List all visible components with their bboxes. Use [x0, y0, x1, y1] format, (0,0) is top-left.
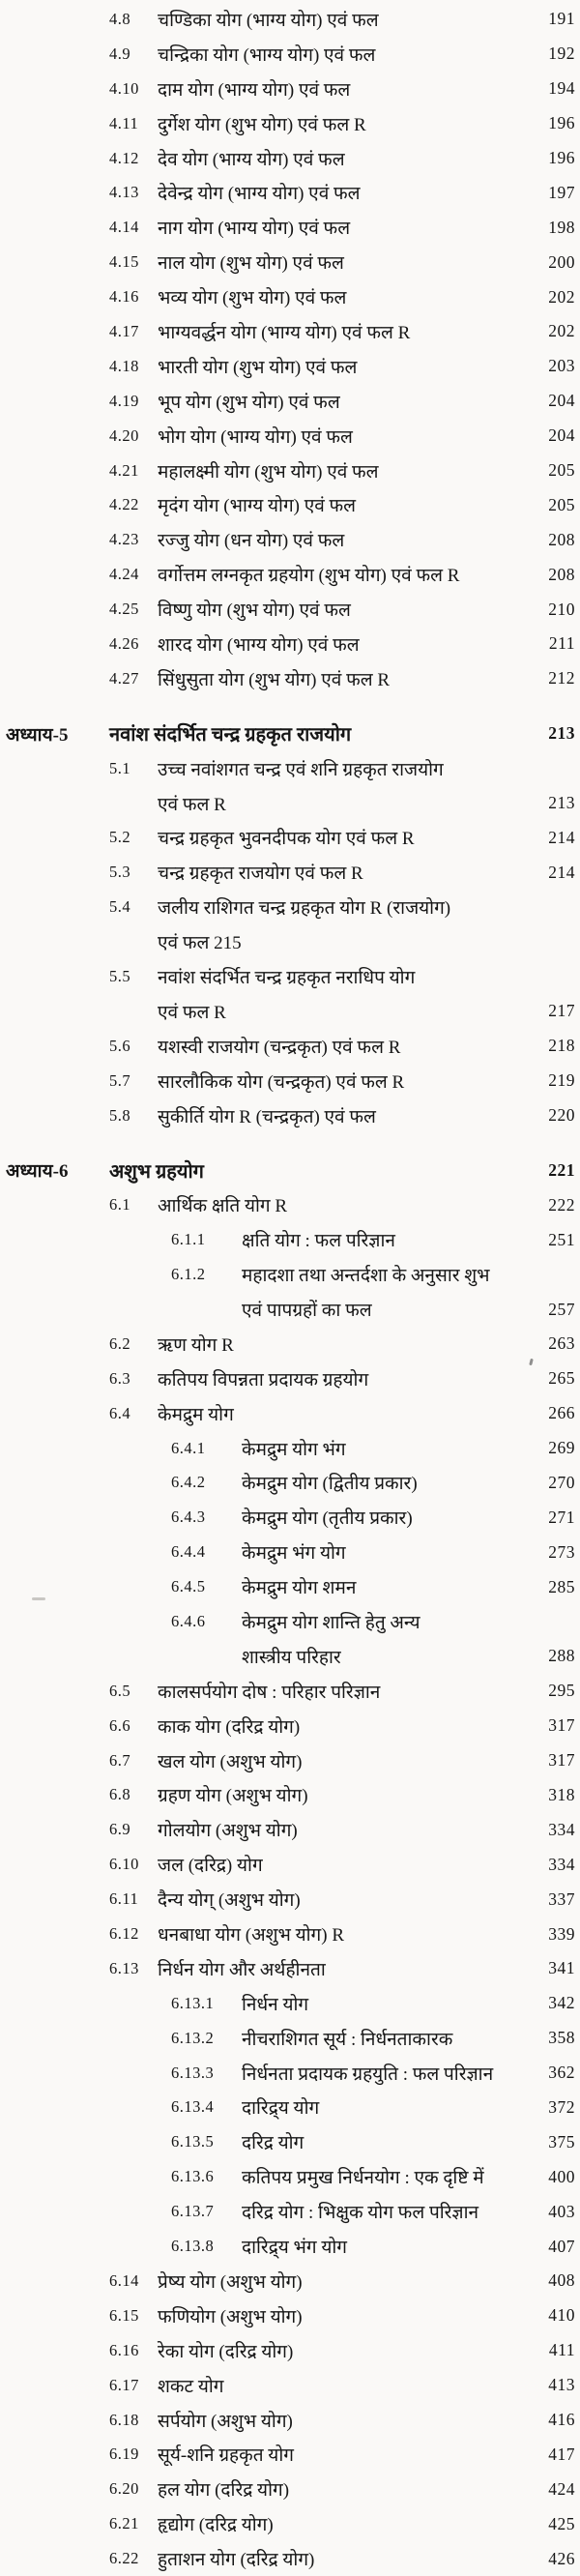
entry-title: एवं फल 215	[158, 933, 242, 954]
entry-title: नाल योग (शुभ योग) एवं फल	[158, 253, 344, 275]
entry-number: 4.24	[109, 565, 139, 584]
entry-number: 6.9	[109, 1820, 131, 1839]
page-number: 202	[548, 286, 575, 307]
chapter-heading	[0, 1154, 580, 1188]
entry-title: नाग योग (भाग्य योग) एवं फल	[158, 219, 351, 240]
toc-entry-row	[0, 2437, 580, 2472]
entry-number: 6.16	[109, 2340, 139, 2359]
entry-number: 5.3	[109, 863, 131, 882]
entry-number: 4.17	[109, 321, 139, 340]
page-number: 213	[548, 793, 575, 813]
entry-number: 4.21	[109, 460, 139, 480]
toc-entry-row	[0, 1951, 580, 1986]
page-number: 218	[548, 1036, 575, 1056]
entry-number: 6.13.4	[171, 2097, 215, 2117]
page-number: 205	[548, 460, 575, 481]
entry-number: 6.1.1	[171, 1230, 206, 1249]
page-number: 424	[548, 2478, 575, 2499]
toc-entry-row	[0, 210, 580, 245]
page-number: 196	[548, 113, 575, 133]
toc-entry-row	[0, 1604, 580, 1639]
page-number: 200	[548, 251, 575, 272]
toc-entry-row	[0, 2506, 580, 2541]
entry-title: केमद्रुम भंग योग	[242, 1543, 346, 1565]
entry-title: यशस्वी राजयोग (चन्द्रकृत) एवं फल R	[158, 1037, 401, 1058]
entry-title: निर्धनता प्रदायक ग्रहयुति : फल परिज्ञान	[242, 2064, 494, 2085]
page-number: 425	[548, 2513, 575, 2533]
toc-entry-row	[0, 106, 580, 141]
entry-title: देवेन्द्र योग (भाग्य योग) एवं फल	[158, 184, 361, 205]
entry-title: दैन्य योग् (अशुभ योग)	[158, 1890, 301, 1912]
entry-number: 6.4.1	[171, 1438, 206, 1457]
entry-number: 6.20	[109, 2479, 139, 2499]
page-number: 197	[548, 182, 575, 202]
toc-entry-row	[0, 1812, 580, 1847]
toc-entry-row	[0, 384, 580, 419]
toc-entry-row	[0, 1257, 580, 1292]
entry-title: एवं फल R	[158, 794, 226, 815]
page-number: 342	[548, 1993, 575, 2013]
entry-title: महादशा तथा अन्तर्दशा के अनुसार शुभ	[242, 1266, 490, 1287]
entry-title: एवं पापग्रहों का फल	[242, 1301, 372, 1321]
entry-title: प्रेष्य योग (अशुभ योग)	[158, 2271, 303, 2293]
page-number: 212	[548, 668, 575, 688]
toc-entry-wrap-row	[0, 994, 580, 1029]
page-number: 221	[548, 1159, 575, 1180]
entry-title: दारिद्र्य योग	[242, 2098, 320, 2120]
entry-title: कतिपय प्रमुख निर्धनयोग : एक दृष्टि में	[242, 2168, 484, 2189]
entry-title: शारद योग (भाग्य योग) एवं फल	[158, 634, 360, 656]
page-number: 196	[548, 148, 575, 167]
page-number: 288	[548, 1646, 575, 1666]
entry-title: कतिपय विपन्नता प्रदायक ग्रहयोग	[158, 1369, 369, 1390]
entry-number: 4.20	[109, 425, 139, 445]
page-number: 194	[548, 78, 575, 99]
entry-number: 6.22	[109, 2549, 139, 2568]
toc-entry-row	[0, 2368, 580, 2403]
scan-speck	[32, 1597, 45, 1600]
page-number: 220	[548, 1105, 575, 1126]
toc-entry-row	[0, 1535, 580, 1569]
entry-number: 6.4	[109, 1403, 131, 1422]
toc-entry-row	[0, 2229, 580, 2264]
toc-entry-row	[0, 1847, 580, 1882]
toc-entry-row	[0, 1222, 580, 1257]
toc-entry-row	[0, 2056, 580, 2091]
page-number: 403	[548, 2201, 575, 2221]
page-number: 334	[548, 1854, 575, 1874]
page-number: 202	[548, 321, 575, 341]
entry-number: 6.1.2	[171, 1265, 206, 1284]
entry-number: 4.9	[109, 44, 131, 63]
toc-list	[0, 2, 580, 2576]
page-number: 317	[548, 1750, 575, 1771]
entry-number: 4.25	[109, 600, 139, 619]
chapter-label: अध्याय-6	[6, 1161, 69, 1183]
toc-entry-row	[0, 2159, 580, 2194]
entry-number: 6.4.3	[171, 1508, 206, 1527]
chapter-title: अशुभ ग्रहयोग	[109, 1160, 204, 1183]
page-number: 341	[548, 1958, 575, 1978]
toc-entry-row	[0, 1029, 580, 1064]
page-number: 318	[548, 1784, 575, 1804]
page-number: 295	[548, 1681, 575, 1701]
entry-title: सर्पयोग (अशुभ योग)	[158, 2411, 293, 2432]
page-number: 285	[548, 1576, 575, 1596]
toc-entry-row	[0, 1743, 580, 1778]
page-number: 411	[548, 2340, 575, 2360]
entry-number: 4.23	[109, 530, 139, 549]
entry-number: 4.22	[109, 495, 139, 514]
page-number: 203	[548, 356, 575, 376]
page-number: 265	[548, 1368, 575, 1389]
page-number: 273	[548, 1541, 575, 1562]
entry-number: 4.11	[109, 113, 139, 132]
page-number: 217	[548, 1001, 575, 1021]
toc-entry-row	[0, 2021, 580, 2056]
toc-entry-row	[0, 751, 580, 786]
toc-entry-row	[0, 1917, 580, 1951]
page-number: 269	[548, 1438, 575, 1458]
toc-entry-row	[0, 522, 580, 557]
toc-entry-wrap-row	[0, 1639, 580, 1674]
page-number: 407	[548, 2236, 575, 2256]
page-number: 204	[548, 391, 575, 411]
toc-entry-row	[0, 661, 580, 696]
entry-title: सारलौकिक योग (चन्द्रकृत) एवं फल R	[158, 1071, 405, 1093]
entry-number: 6.8	[109, 1785, 131, 1804]
entry-title: भाग्यवर्द्धन योग (भाग्य योग) एवं फल R	[158, 322, 411, 343]
toc-entry-row	[0, 245, 580, 279]
toc-entry-row	[0, 557, 580, 592]
entry-title: भारती योग (शुभ योग) एवं फल	[158, 357, 358, 378]
toc-entry-wrap-row	[0, 1292, 580, 1327]
entry-title: कालसर्पयोग दोष : परिहार परिज्ञान	[158, 1682, 381, 1703]
page-number: 339	[548, 1923, 575, 1944]
toc-entry-row	[0, 314, 580, 349]
entry-title: जल (दरिद्र) योग	[158, 1856, 263, 1877]
page-number: 192	[548, 44, 575, 64]
page-number: 375	[548, 2131, 575, 2152]
page-number: 362	[548, 2063, 575, 2083]
entry-title: चन्द्र ग्रहकृत भुवनदीपक योग एवं फल R	[158, 829, 415, 850]
entry-title: दारिद्र्य भंग योग	[242, 2238, 348, 2259]
toc-entry-row	[0, 2403, 580, 2438]
entry-title: हुताशन योग (दरिद्र योग)	[158, 2550, 315, 2571]
toc-entry-row	[0, 1500, 580, 1535]
entry-title: नीचराशिगत सूर्य : निर्धनताकारक	[242, 2029, 453, 2050]
toc-entry-row	[0, 1396, 580, 1431]
toc-entry-row	[0, 1674, 580, 1709]
toc-entry-row	[0, 1986, 580, 2021]
entry-title: रेका योग (दरिद्र योग)	[158, 2341, 294, 2362]
entry-title: दाम योग (भाग्य योग) एवं फल	[158, 79, 351, 101]
toc-entry-row	[0, 2264, 580, 2298]
page-number: 270	[548, 1472, 575, 1492]
page-number: 208	[548, 529, 575, 549]
toc-entry-row	[0, 175, 580, 210]
toc-entry-row	[0, 1361, 580, 1396]
toc-entry-wrap-row	[0, 924, 580, 959]
entry-title: भूप योग (शुभ योग) एवं फल	[158, 392, 340, 413]
entry-number: 6.21	[109, 2514, 139, 2533]
toc-entry-row	[0, 592, 580, 627]
toc-entry-row	[0, 890, 580, 924]
entry-number: 4.8	[109, 9, 131, 28]
entry-title: भव्य योग (शुभ योग) एवं फल	[158, 288, 347, 309]
toc-entry-row	[0, 959, 580, 994]
entry-number: 4.10	[109, 78, 139, 98]
toc-entry-row	[0, 419, 580, 454]
entry-number: 6.4.4	[171, 1542, 206, 1562]
entry-number: 6.4.5	[171, 1577, 206, 1596]
page-number: 205	[548, 494, 575, 514]
toc-entry-row	[0, 2091, 580, 2125]
entry-number: 6.13.2	[171, 2028, 215, 2047]
entry-title: दरिद्र योग	[242, 2133, 304, 2154]
page-number: 204	[548, 425, 575, 446]
toc-entry-row	[0, 72, 580, 106]
entry-title: निर्धन योग	[242, 1994, 309, 2015]
entry-number: 6.6	[109, 1715, 131, 1735]
entry-title: दरिद्र योग : भिक्षुक योग फल परिज्ञान	[242, 2203, 479, 2224]
entry-title: केमद्रुम योग शान्ति हेतु अन्य	[242, 1613, 420, 1634]
page-number: 214	[548, 862, 575, 882]
toc-entry-row	[0, 2472, 580, 2506]
entry-number: 4.16	[109, 287, 139, 307]
entry-title: उच्च नवांशगत चन्द्र एवं शनि ग्रहकृत राजयोग	[158, 759, 444, 780]
entry-title: विष्णु योग (शुभ योग) एवं फल	[158, 600, 351, 622]
toc-entry-row	[0, 1778, 580, 1813]
page-number: 213	[548, 723, 575, 744]
entry-title: सिंधुसुता योग (शुभ योग) एवं फल R	[158, 669, 391, 690]
toc-entry-row	[0, 37, 580, 72]
page-number: 410	[548, 2305, 575, 2326]
toc-entry-row	[0, 1569, 580, 1604]
toc-entry-row	[0, 1466, 580, 1501]
entry-number: 4.14	[109, 218, 139, 237]
entry-number: 6.15	[109, 2305, 139, 2325]
entry-number: 6.4.2	[171, 1473, 206, 1492]
entry-title: काक योग (दरिद्र योग)	[158, 1716, 301, 1738]
toc-entry-row	[0, 2298, 580, 2333]
page-number: 191	[548, 9, 575, 29]
page-number: 317	[548, 1715, 575, 1736]
entry-title: हल योग (दरिद्र योग)	[158, 2480, 290, 2502]
page-number: 251	[548, 1229, 575, 1249]
page-number: 211	[548, 633, 575, 654]
entry-number: 6.7	[109, 1750, 131, 1770]
toc-entry-row	[0, 454, 580, 488]
entry-number: 6.12	[109, 1924, 139, 1944]
entry-number: 6.10	[109, 1855, 139, 1874]
toc-entry-row	[0, 1882, 580, 1917]
entry-number: 5.7	[109, 1070, 131, 1090]
entry-number: 4.26	[109, 633, 139, 653]
chapter-label: अध्याय-5	[6, 724, 69, 746]
page-number: 219	[548, 1070, 575, 1091]
page-number: 416	[548, 2410, 575, 2429]
entry-title: महालक्ष्मी योग (शुभ योग) एवं फल	[158, 461, 379, 483]
toc-entry-row	[0, 1098, 580, 1133]
toc-entry-row	[0, 279, 580, 314]
entry-number: 5.6	[109, 1036, 131, 1055]
toc-entry-row	[0, 1327, 580, 1361]
entry-title: शकट योग	[158, 2376, 224, 2397]
toc-entry-row	[0, 2541, 580, 2576]
toc-entry-row	[0, 349, 580, 384]
entry-title: शास्त्रीय परिहार	[242, 1647, 341, 1668]
toc-entry-wrap-row	[0, 786, 580, 821]
entry-number: 6.13.3	[171, 2063, 215, 2082]
entry-number: 6.18	[109, 2410, 139, 2429]
entry-number: 6.17	[109, 2375, 139, 2394]
entry-title: मृदंग योग (भाग्य योग) एवं फल	[158, 496, 357, 517]
entry-title: धनबाधा योग (अशुभ योग) R	[158, 1925, 345, 1947]
entry-title: ग्रहण योग (अशुभ योग)	[158, 1786, 308, 1807]
entry-number: 4.19	[109, 391, 139, 410]
entry-number: 5.2	[109, 828, 131, 847]
entry-number: 6.13.6	[171, 2167, 215, 2186]
entry-title: निर्धन योग और अर्थहीनता	[158, 1959, 326, 1980]
toc-entry-row	[0, 2333, 580, 2368]
entry-title: फणियोग (अशुभ योग)	[158, 2306, 303, 2327]
page-number: 266	[548, 1403, 575, 1423]
page-number: 358	[548, 2028, 575, 2048]
entry-title: केमद्रुम योग	[158, 1404, 234, 1425]
entry-title: आर्थिक क्षति योग R	[158, 1196, 288, 1217]
entry-title: चन्द्र ग्रहकृत राजयोग एवं फल R	[158, 864, 363, 885]
toc-entry-row	[0, 820, 580, 855]
entry-title: वर्गोत्तम लग्नकृत ग्रहयोग (शुभ योग) एवं फल R	[158, 566, 460, 587]
toc-entry-row	[0, 141, 580, 176]
page-number: 271	[548, 1507, 575, 1527]
entry-title: केमद्रुम योग शमन	[242, 1578, 357, 1599]
toc-entry-row	[0, 627, 580, 661]
entry-number: 5.1	[109, 758, 131, 777]
chapter-heading	[0, 717, 580, 751]
page-number: 337	[548, 1888, 575, 1909]
entry-number: 6.2	[109, 1333, 131, 1353]
entry-number: 4.12	[109, 148, 139, 167]
chapter-title: नवांश संदर्भित चन्द्र ग्रहकृत राजयोग	[109, 724, 352, 746]
page-number: 372	[548, 2096, 575, 2117]
entry-title: सूर्य-शनि ग्रहकृत योग	[158, 2445, 294, 2467]
entry-title: केमद्रुम योग (द्वितीय प्रकार)	[242, 1474, 418, 1495]
page-number: 417	[548, 2444, 575, 2464]
toc-entry-row	[0, 487, 580, 522]
entry-title: दुर्गेश योग (शुभ योग) एवं फल R	[158, 114, 366, 135]
page-number: 198	[548, 217, 575, 237]
toc-entry-row	[0, 2124, 580, 2159]
entry-title: क्षति योग : फल परिज्ञान	[242, 1231, 395, 1252]
entry-title: जलीय राशिगत चन्द्र ग्रहकृत योग R (राजयोग)	[158, 898, 451, 920]
entry-title: केमद्रुम योग (तृतीय प्रकार)	[242, 1508, 413, 1530]
entry-number: 6.13.7	[171, 2202, 215, 2221]
entry-title: देव योग (भाग्य योग) एवं फल	[158, 149, 345, 170]
entry-number: 5.5	[109, 966, 131, 985]
entry-number: 5.4	[109, 897, 131, 917]
entry-number: 6.19	[109, 2444, 139, 2464]
page-number: 222	[548, 1194, 575, 1215]
page-number: 214	[548, 827, 575, 847]
entry-number: 4.13	[109, 183, 139, 202]
entry-title: चण्डिका योग (भाग्य योग) एवं फल	[158, 10, 379, 31]
entry-number: 6.11	[109, 1889, 139, 1909]
entry-number: 6.4.6	[171, 1612, 206, 1631]
entry-title: नवांश संदर्भित चन्द्र ग्रहकृत नराधिप योग	[158, 967, 416, 988]
toc-entry-row	[0, 1064, 580, 1098]
entry-number: 6.1	[109, 1195, 131, 1215]
entry-number: 6.13.1	[171, 1993, 215, 2012]
toc-entry-row	[0, 1431, 580, 1466]
page-number: 208	[548, 564, 575, 584]
toc-entry-row	[0, 855, 580, 890]
entry-title: रज्जु योग (धन योग) एवं फल	[158, 531, 345, 552]
toc-entry-row	[0, 2194, 580, 2229]
entry-number: 6.13.8	[171, 2237, 215, 2256]
page-number: 426	[548, 2548, 575, 2568]
page-number: 400	[548, 2166, 575, 2186]
entry-number: 6.14	[109, 2270, 139, 2290]
page-number: 334	[548, 1819, 575, 1839]
entry-title: एवं फल R	[158, 1002, 226, 1023]
page-number: 210	[548, 599, 575, 619]
page-number: 413	[548, 2375, 575, 2395]
toc-entry-row	[0, 1187, 580, 1222]
entry-number: 6.13.5	[171, 2132, 215, 2152]
toc-entry-row	[0, 2, 580, 37]
toc-entry-row	[0, 1709, 580, 1743]
entry-number: 4.15	[109, 252, 139, 272]
entry-number: 4.27	[109, 668, 139, 688]
entry-title: हृद्योग (दरिद्र योग)	[158, 2515, 274, 2536]
page-number: 257	[548, 1299, 575, 1319]
entry-title: सुकीर्ति योग R (चन्द्रकृत) एवं फल	[158, 1106, 376, 1127]
entry-title: ऋण योग R	[158, 1334, 234, 1356]
entry-title: गोलयोग (अशुभ योग)	[158, 1821, 298, 1842]
entry-title: खल योग (अशुभ योग)	[158, 1751, 303, 1772]
page-number: 263	[548, 1333, 575, 1354]
entry-title: भोग योग (भाग्य योग) एवं फल	[158, 426, 353, 448]
entry-number: 6.5	[109, 1681, 131, 1700]
entry-number: 5.8	[109, 1105, 131, 1125]
page-number: 408	[548, 2270, 575, 2291]
entry-number: 4.18	[109, 356, 139, 375]
entry-title: चन्द्रिका योग (भाग्य योग) एवं फल	[158, 44, 376, 66]
entry-number: 6.3	[109, 1368, 131, 1388]
entry-number: 6.13	[109, 1958, 139, 1977]
entry-title: केमद्रुम योग भंग	[242, 1439, 346, 1460]
